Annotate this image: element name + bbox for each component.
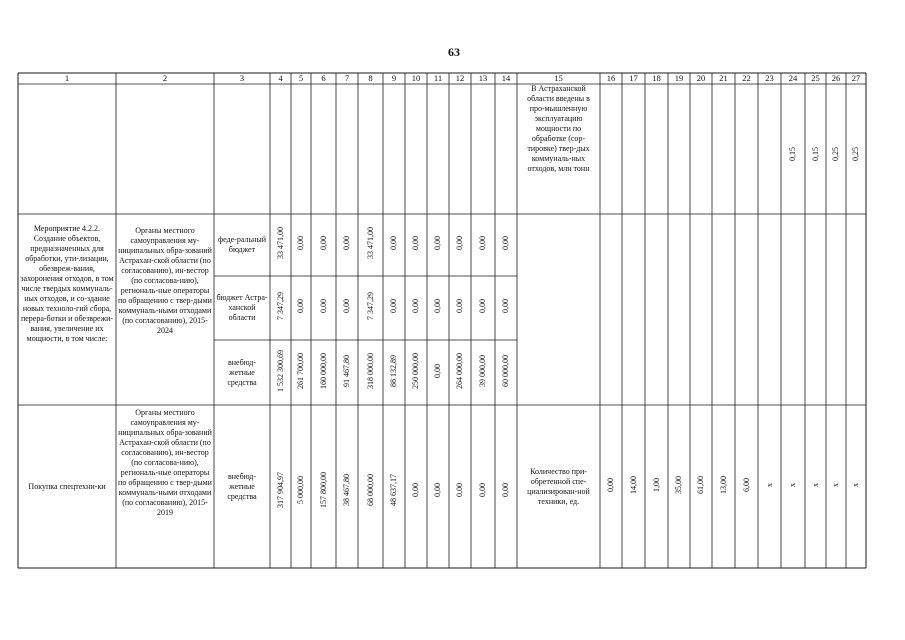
column-number: 15 <box>554 73 563 83</box>
column-number: 26 <box>831 73 841 83</box>
funding-value: 0,00 <box>455 483 464 497</box>
funding-value-cell <box>427 276 449 336</box>
purchase-executors: Органы местного самоуправления му-ниципальных обра-зований Астрахан-ской области (по согласованию), ин-вестор (по согласова-нию), региональ-ные операторы по обращению с твер-дыми коммуналь-ными отходами (по согласованию), 2015-2019 <box>118 408 212 517</box>
funding-source-label: внебюд-жетные средства <box>227 471 257 501</box>
funding-value: 0,00 <box>318 299 328 313</box>
column-number: 8 <box>368 73 373 83</box>
funding-value: 38 467,80 <box>342 474 351 506</box>
indicator-value-cell <box>826 139 846 169</box>
funding-value: 91 467,80 <box>342 354 351 387</box>
funding-value: 250 000,00 <box>411 352 420 389</box>
funding-value-cell <box>383 445 405 535</box>
funding-value-cell <box>336 340 358 401</box>
funding-value: 0,00 <box>342 299 351 313</box>
column-number: 9 <box>391 73 397 83</box>
indicator-value-cell <box>622 460 645 510</box>
funding-value: 0,00 <box>433 236 442 250</box>
funding-value: 0,00 <box>478 483 487 497</box>
funding-value-cell <box>405 340 427 401</box>
column-number: 16 <box>606 73 616 83</box>
funding-value-cell <box>427 214 449 272</box>
funding-value-cell <box>383 340 405 401</box>
column-number: 14 <box>501 73 511 83</box>
funding-value-cell <box>383 276 405 336</box>
funding-value-cell <box>495 214 517 272</box>
funding-value: 160 000,00 <box>318 352 328 389</box>
funding-value: 0,00 <box>296 299 305 313</box>
funding-value-cell <box>471 445 495 535</box>
funding-value: 7 347,29 <box>365 292 375 320</box>
indicator-value-cell <box>846 139 866 169</box>
funding-value-cell <box>336 214 358 272</box>
funding-value-cell <box>270 214 291 272</box>
funding-value: 157 800,00 <box>318 472 328 508</box>
funding-value-cell <box>495 340 517 401</box>
funding-value-cell <box>449 276 471 336</box>
funding-value: 261 700,00 <box>296 352 305 389</box>
funding-value: 33 471,00 <box>275 227 285 259</box>
funding-value: 0,00 <box>411 299 420 313</box>
indicator-value: x <box>788 483 797 487</box>
indicator-value: x <box>851 483 860 487</box>
funding-value-cell <box>471 340 495 401</box>
measure-executors: Органы местного самоуправления му-ниципальных обра-зований Астрахан-ской области (по согласованию), ин-вестор (по согласова-нию), региональ-ные операторы по обращению с твер-дыми коммуналь-ными отходами (по согласованию), 2015-2024 <box>118 226 212 335</box>
column-number: 17 <box>629 73 638 83</box>
column-number: 19 <box>674 73 684 83</box>
funding-value-cell <box>358 276 383 336</box>
funding-value-cell <box>311 276 336 336</box>
funding-value-cell <box>291 276 311 336</box>
funding-value: 0,00 <box>433 363 442 378</box>
funding-value-cell <box>336 276 358 336</box>
indicator-value: 61,00 <box>696 476 705 494</box>
funding-value: 0,00 <box>501 299 510 313</box>
funding-value: 7 347,29 <box>275 292 285 320</box>
funding-value: 0,00 <box>389 236 398 250</box>
column-number: 10 <box>411 73 421 83</box>
funding-value-cell <box>449 214 471 272</box>
funding-value: 318 000,00 <box>365 352 375 389</box>
column-number: 21 <box>719 73 728 83</box>
column-number: 7 <box>344 73 350 83</box>
indicator-value: 0,00 <box>606 478 615 492</box>
funding-value: 0,00 <box>342 236 351 250</box>
indicator-value: x <box>810 483 820 487</box>
funding-value: 0,00 <box>455 236 464 250</box>
funding-value-cell <box>291 445 311 535</box>
funding-value-cell <box>358 214 383 272</box>
column-number: 5 <box>298 73 304 83</box>
funding-value: 0,00 <box>389 299 398 313</box>
funding-value: 0,00 <box>296 236 305 250</box>
funding-source-label: феде-ральный бюджет <box>217 235 267 254</box>
column-number: 6 <box>321 73 326 83</box>
funding-value: 48 637,17 <box>389 474 398 506</box>
funding-value-cell <box>383 214 405 272</box>
funding-value-cell <box>270 276 291 336</box>
indicator-value-cell <box>781 460 805 510</box>
indicator-text: В Астраханской области введены в про-мышленную эксплуатацию мощности по обработке (сор-тировке) твер-дых коммуналь-ных отходов, млн тонн <box>527 84 590 173</box>
funding-value-cell <box>495 445 517 535</box>
column-number: 18 <box>652 73 661 83</box>
indicator-value-cell <box>846 460 866 510</box>
funding-value-cell <box>405 214 427 272</box>
column-number: 25 <box>811 73 820 83</box>
funding-value-cell <box>495 276 517 336</box>
column-number: 27 <box>851 73 861 83</box>
funding-value-cell <box>449 445 471 535</box>
funding-value: 0,00 <box>433 299 442 313</box>
funding-value-cell <box>449 340 471 401</box>
funding-value: 0,00 <box>455 299 464 313</box>
funding-value: 0,00 <box>501 483 510 497</box>
funding-value: 264 000,00 <box>455 352 464 389</box>
indicator-value-cell <box>690 460 712 510</box>
funding-value: 317 904,97 <box>275 472 285 508</box>
funding-value: 0,00 <box>478 236 487 250</box>
column-number: 20 <box>696 73 706 83</box>
funding-value-cell <box>291 214 311 272</box>
funding-value: 39 000,00 <box>478 354 487 387</box>
funding-value-cell <box>405 445 427 535</box>
funding-value: 0,00 <box>478 299 487 313</box>
column-number: 13 <box>478 73 488 83</box>
funding-value-cell <box>270 445 291 535</box>
page-number: 63 <box>448 45 460 59</box>
funding-value: 0,00 <box>411 483 420 497</box>
indicator-value: 13,00 <box>718 476 728 494</box>
indicator-value: 0,15 <box>788 147 797 161</box>
column-number: 3 <box>239 73 245 83</box>
indicator-value-cell <box>645 460 668 510</box>
funding-value: 5 000,00 <box>296 476 305 504</box>
indicator-text: Количество при-обретенной спе-циализирован-ной техники, ед. <box>527 466 590 506</box>
column-number: 11 <box>433 73 443 83</box>
column-number: 24 <box>788 73 798 83</box>
indicator-value-cell <box>712 460 735 510</box>
funding-value-cell <box>358 445 383 535</box>
funding-value-cell <box>336 445 358 535</box>
funding-value: 0,00 <box>318 236 328 250</box>
column-number: 22 <box>742 73 751 83</box>
funding-value-cell <box>358 340 383 401</box>
indicator-value: 0,25 <box>851 147 860 161</box>
purchase-name: Покупка спецтехни-ки <box>28 481 106 491</box>
funding-source-label: бюджет Астра-ханской области <box>216 293 268 322</box>
column-number: 2 <box>162 73 168 83</box>
indicator-value-cell <box>668 460 690 510</box>
indicator-value: 35,00 <box>674 476 683 494</box>
funding-value-cell <box>311 445 336 535</box>
indicator-value: 0,25 <box>831 147 840 161</box>
funding-value: 1 532 300,69 <box>275 349 285 392</box>
funding-value-cell <box>471 214 495 272</box>
funding-value: 33 471,00 <box>365 227 375 259</box>
indicator-value: x <box>831 483 840 487</box>
funding-value: 88 132,89 <box>389 354 398 387</box>
funding-value-cell <box>405 276 427 336</box>
funding-value-cell <box>427 340 449 401</box>
indicator-value-cell <box>805 460 826 510</box>
column-number: 12 <box>455 73 465 83</box>
column-number: 4 <box>278 73 283 83</box>
funding-value: 0,00 <box>501 236 510 250</box>
column-number: 1 <box>64 73 70 83</box>
funding-value-cell <box>427 445 449 535</box>
indicator-value-cell <box>781 139 805 169</box>
funding-value: 68 000,00 <box>365 474 375 506</box>
funding-value-cell <box>291 340 311 401</box>
funding-source-label: внебюд-жетные средства <box>227 357 257 387</box>
funding-value: 0,00 <box>411 236 420 250</box>
funding-value-cell <box>471 276 495 336</box>
indicator-value: 1,00 <box>651 478 661 492</box>
indicator-value: 0,15 <box>810 147 820 161</box>
funding-value-cell <box>311 340 336 401</box>
indicator-value-cell <box>758 460 781 510</box>
indicator-value: 14,00 <box>628 476 638 494</box>
funding-value-cell <box>270 340 291 401</box>
indicator-value-cell <box>600 460 622 510</box>
indicator-value-cell <box>805 139 826 169</box>
funding-value-cell <box>311 214 336 272</box>
column-number: 23 <box>765 73 774 83</box>
funding-value: 60 000,00 <box>501 354 510 387</box>
funding-value: 0,00 <box>433 483 442 497</box>
indicator-value: 6,00 <box>741 478 751 492</box>
measure-name: Мероприятие 4.2.2. Создание объектов, предназначенных для обработки, ути-лизации, обезвреж-вания, захоронения отходов, в том числе твердых коммуналь-ных отходов, и со-здание новых техноло-гий сбора, перера-ботки и обезврежи-вания, увеличение их мощности, в том числе: <box>20 224 114 343</box>
indicator-value-cell <box>826 460 846 510</box>
indicator-value: x <box>764 483 774 487</box>
indicator-value-cell <box>735 460 758 510</box>
